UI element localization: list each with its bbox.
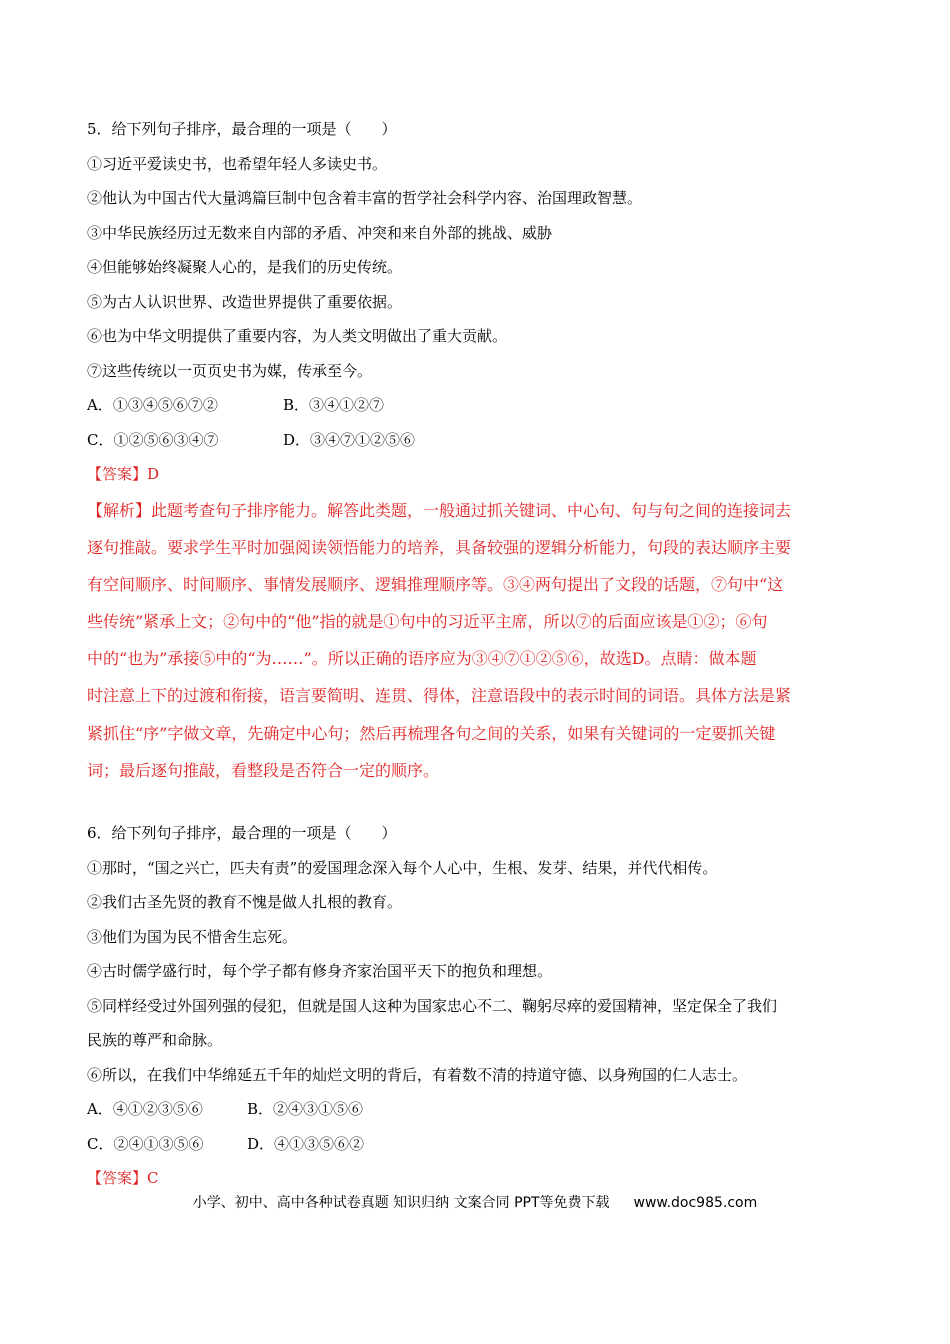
answer-tag: 【答案】 (87, 465, 148, 483)
option-a: A．④①②③⑤⑥ (87, 1100, 203, 1118)
question-stem: 5．给下列句子排序，最合理的一项是（ ） (87, 120, 397, 138)
sentence: 民族的尊严和命脉。 (87, 1031, 223, 1049)
analysis (87, 492, 867, 790)
answer-tag: 【答案】 (87, 1169, 148, 1187)
option-c: C．①②⑤⑥③④⑦ (87, 430, 219, 449)
sentence: ①习近平爱读史书，也希望年轻人多读史书。 (87, 154, 388, 173)
option-d: D．③④⑦①②⑤⑥ (283, 430, 416, 449)
footer-url: www.doc985.com (633, 1195, 758, 1211)
options (87, 388, 867, 457)
page-footer (0, 1192, 950, 1212)
analysis-line: 有空间顺序、时间顺序、事情发展顺序、逻辑推理顺序等。③④两句提出了文段的话题，⑦句中“这 (87, 574, 784, 594)
sentence: ④古时儒学盛行时，每个学子都有修身齐家治国平天下的抱负和理想。 (87, 962, 553, 980)
answer (87, 1161, 867, 1196)
sentence: ⑤同样经受过外国列强的侵犯，但就是国人这种为国家忠心不二、鞠躬尽瘁的爱国精神，坚定保全了我们 (87, 996, 778, 1015)
analysis-line: 【解析】此题考查句子排序能力。解答此类题，一般通过抓关键词、中心句、句与句之间的连接词去 (87, 500, 792, 520)
sentence: ⑥所以，在我们中华绵延五千年的灿烂文明的背后，有着数不清的持道守德、以身殉国的仁人志士。 (87, 1065, 748, 1084)
analysis-line: 词；最后逐句推敲，看整段是否符合一定的顺序。 (87, 760, 440, 780)
sentence: ②他认为中国古代大量鸿篇巨制中包含着丰富的哲学社会科学内容、治国理政智慧。 (87, 189, 643, 207)
footer-text: 小学、初中、高中各种试卷真题 知识归纳 文案合同 PPT等免费下载 (192, 1195, 610, 1211)
answer-value: D (147, 465, 160, 483)
options (87, 1092, 867, 1161)
sentence: ③中华民族经历过无数来自内部的矛盾、冲突和来自外部的挑战、威胁 (87, 223, 553, 242)
sentence: ①那时，“国之兴亡，匹夫有责”的爱国理念深入每个人心中，生根、发芽、结果，并代代相传。 (87, 858, 718, 877)
answer-value: C (147, 1169, 159, 1187)
analysis-line: 中的“也为”承接⑤中的“为……”。所以正确的语序应为③④⑦①②⑤⑥，故选D。点睛：做本题 (87, 649, 757, 669)
analysis-line: 时注意上下的过渡和衔接，语言要简明、连贯、得体，注意语段中的表示时间的词语。具体方法是紧 (87, 686, 792, 706)
sentence: ⑤为古人认识世界、改造世界提供了重要依据。 (87, 292, 403, 311)
question-stem: 6．给下列句子排序，最合理的一项是（ ） (87, 824, 397, 842)
option-c: C．②④①③⑤⑥ (87, 1134, 204, 1153)
sentence: ④但能够始终凝聚人心的，是我们的历史传统。 (87, 258, 403, 276)
question-6 (87, 816, 867, 1196)
answer (87, 457, 867, 492)
sentence: ③他们为国为民不惜舍生忘死。 (87, 927, 298, 946)
analysis-line: 些传统”紧承上文；②句中的“他”指的就是①句中的习近平主席，所以⑦的后面应该是①②；⑥句 (87, 612, 768, 632)
analysis-line: 紧抓住“序”字做文章，先确定中心句；然后再梳理各句之间的关系，如果有关键词的一定要抓关键 (87, 723, 776, 743)
sentence: ②我们古圣先贤的教育不愧是做人扎根的教育。 (87, 893, 403, 911)
question-5 (87, 112, 867, 789)
option-b: B．②④③①⑤⑥ (247, 1100, 364, 1118)
option-b: B．③④①②⑦ (283, 396, 385, 414)
sentence: ⑦这些传统以一页页史书为媒，传承至今。 (87, 361, 373, 380)
option-a: A．①③④⑤⑥⑦② (87, 396, 218, 414)
option-d: D．④①③⑤⑥② (247, 1134, 365, 1153)
analysis-line: 逐句推敲。要求学生平时加强阅读领悟能力的培养，具备较强的逻辑分析能力，句段的表达顺序主要 (87, 537, 792, 557)
sentence: ⑥也为中华文明提供了重要内容，为人类文明做出了重大贡献。 (87, 327, 508, 345)
